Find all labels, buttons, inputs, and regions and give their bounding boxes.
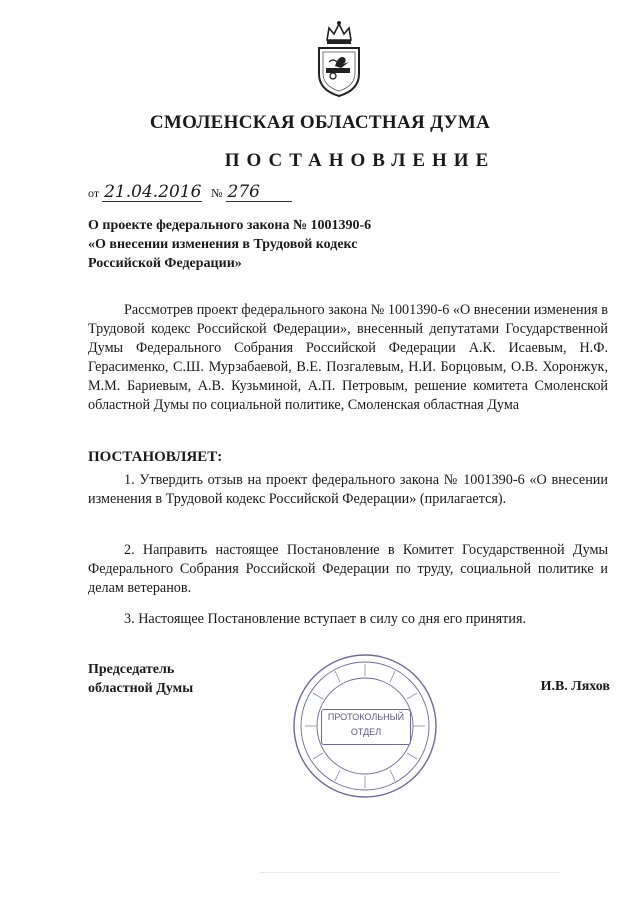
organization-title: СМОЛЕНСКАЯ ОБЛАСТНАЯ ДУМА bbox=[149, 112, 491, 133]
handwritten-date: 21.04.2016 bbox=[104, 182, 202, 202]
resolution-item: 1. Утвердить отзыв на проект федерального закона № 1001390-6 «О внесении изменения в Трудовой кодекс Российской Федерации» (прилагается). bbox=[88, 472, 608, 507]
date-number-line bbox=[88, 183, 292, 202]
signatory-title-line: областной Думы bbox=[88, 681, 194, 696]
handwritten-number: 276 bbox=[226, 183, 292, 202]
subject-line: «О внесении изменения в Трудовой кодекс bbox=[88, 237, 358, 252]
signatory-name: И.В. Ляхов bbox=[540, 679, 610, 694]
stamp-label-line: ПРОТОКОЛЬНЫЙ bbox=[327, 712, 405, 722]
number-prefix: № bbox=[211, 186, 223, 200]
stamp-label bbox=[321, 709, 411, 745]
resolution-item: 2. Направить настоящее Постановление в Комитет Государственной Думы Федерального Собрания Российской Федерации по труду, социальной политике и делам ветеранов. bbox=[88, 542, 608, 596]
preamble-paragraph: Рассмотрев проект федерального закона № 1001390-6 «О внесении изменения в Трудовой кодекс Российской Федерации», внесенный депутатами Государственной Думы Федерального Собрания Российской Федерации А.К. Исаевым, Н.Ф. Герасименко, С.Ш. Мурзабаевой, В.Е. Позгалевым, Н.И. Борцовым, О.В. Хоронжук, М.М. Бариевым, А.В. Кузьминой, А.П. Петровым, решение комитета Смоленской областной Думы по социальной политике, Смоленская областная Дума bbox=[88, 302, 608, 413]
resolves-label: ПОСТАНОВЛЯЕТ: bbox=[88, 449, 223, 465]
date-prefix: от bbox=[88, 186, 100, 200]
signatory-title bbox=[88, 660, 193, 698]
subject-line: Российской Федерации» bbox=[88, 256, 242, 271]
stamp-label-line: ОТДЕЛ bbox=[350, 727, 382, 737]
signatory-title-line: Председатель bbox=[88, 662, 175, 677]
document-subject bbox=[88, 216, 428, 273]
resolution-item: 3. Настоящее Постановление вступает в силу со дня его принятия. bbox=[124, 611, 527, 627]
smolensk-coat-of-arms-icon bbox=[311, 18, 367, 98]
subject-line: О проекте федерального закона № 1001390-6 bbox=[88, 218, 372, 233]
scan-artifact-divider bbox=[260, 872, 560, 874]
document-type-heading: ПОСТАНОВЛЕНИЕ bbox=[224, 150, 496, 171]
